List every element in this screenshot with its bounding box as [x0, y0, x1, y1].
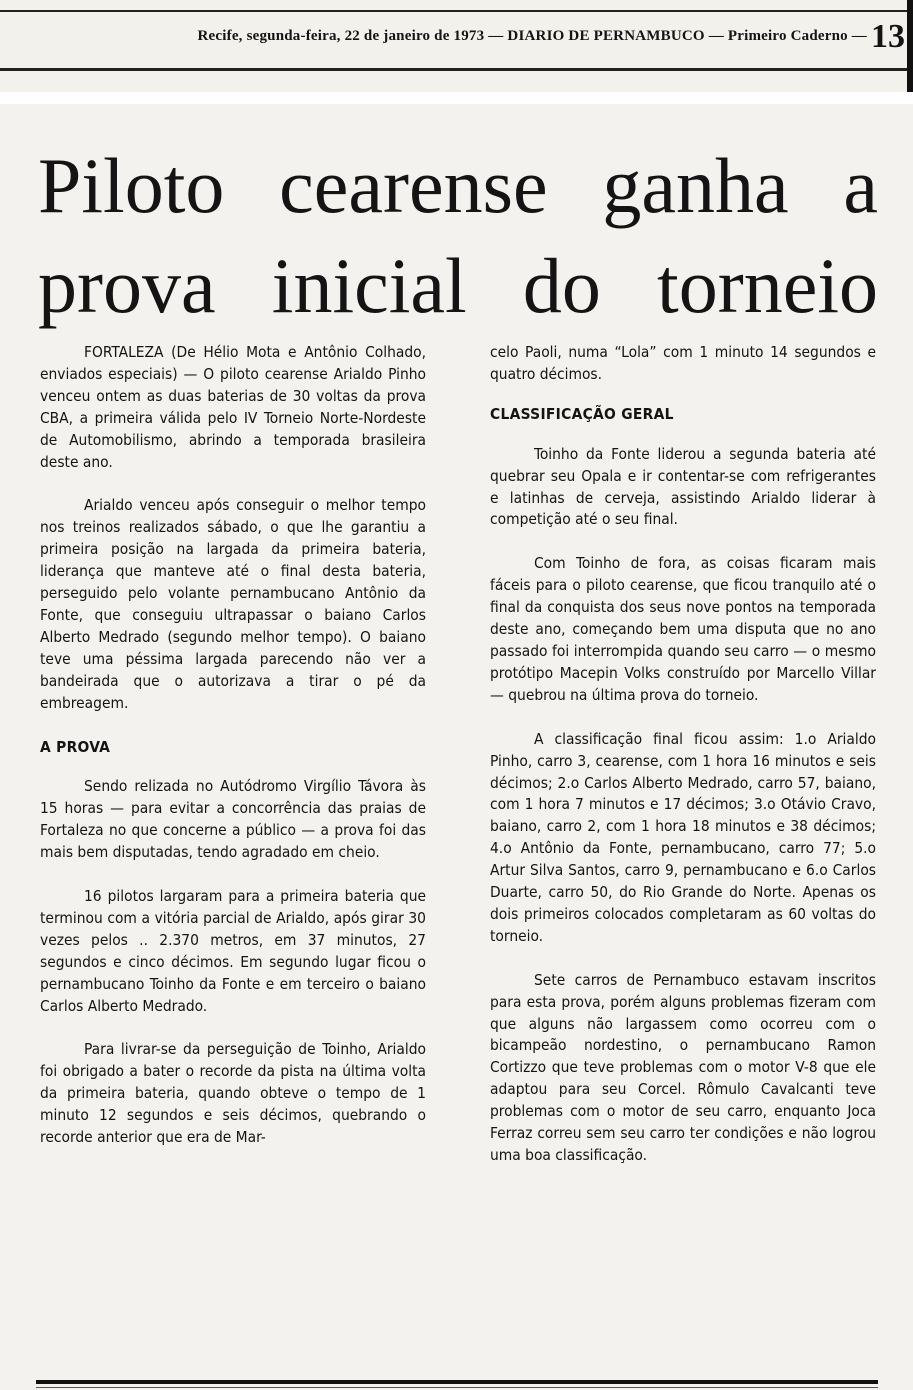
- bottom-rule-thin: [36, 1387, 878, 1388]
- paragraph: Sendo relizada no Autódromo Virgílio Távora às 15 horas — para evitar a concorrência das praias de Fortaleza no que concerne a público — a prova foi das mais bem disputadas, tendo agradado em cheio.: [40, 777, 426, 862]
- masthead-top-rule: [0, 10, 913, 12]
- paragraph: Toinho da Fonte liderou a segunda bateria até quebrar seu Opala e ir contentar-se com refrigerantes e latinhas de cerveja, assistindo Arialdo liderar à competição até o seu final.: [490, 444, 876, 529]
- page-gap: [0, 92, 913, 104]
- paragraph: Com Toinho de fora, as coisas ficaram mais fáceis para o piloto cearense, que ficou tranquilo até o final da conquista dos seus nove pontos na temporada deste ano, começando bem uma disputa que no ano passado foi interrompida quando seu carro — o mesmo protótipo Macepin Volks construído por Marcello Villar — quebrou na última prova do torneio.: [490, 554, 876, 704]
- section-heading-classificacao: CLASSIFICAÇÃO GERAL: [490, 404, 674, 423]
- paragraph: Para livrar-se da perseguição de Toinho, Arialdo foi obrigado a bater o recorde da pista na última volta da primeira bateria, quando obteve o tempo de 1 minuto 12 segundos e seis décimos, quebrando o recorde anterior que era de Mar-: [40, 1040, 426, 1147]
- paragraph: A classificação final ficou assim: 1.o Arialdo Pinho, carro 3, cearense, com 1 hora 16 minutos e seis décimos; 2.o Carlos Alberto Medrado, carro 57, baiano, com 1 hora 7 minutos e 17 décimos; 3.o Otávio Cravo, baiano, carro 2, com 1 hora 18 minutos e 38 décimos; 4.o Antônio da Fonte, pernambucano, carro 77; 5.o Artur Silva Santos, carro 9, pernambucano e 6.o Carlos Duarte, carro 50, do Rio Grande do Norte. Apenas os dois primeiros colocados completaram as 60 voltas do torneio.: [490, 729, 876, 945]
- paragraph: Arialdo venceu após conseguir o melhor tempo nos treinos realizados sábado, o que lhe garantiu a primeira posição na largada da primeira bateria, liderança que manteve até o final desta bateria, perseguido pelo volante pernambucano Antônio da Fonte, que conseguiu ultrapassar o baiano Carlos Alberto Medrado (segundo melhor tempo). O baiano teve uma péssima largada parecendo não ver a bandeirada que o autorizava a tirar o pé da embreagem.: [40, 496, 426, 712]
- page-number: 13: [871, 18, 905, 55]
- masthead: [0, 0, 913, 92]
- masthead-bottom-rule: [0, 68, 913, 71]
- left-column: [40, 342, 426, 1171]
- headline: [38, 136, 878, 336]
- headline-line-2: prova inicial do torneio: [38, 242, 878, 329]
- paragraph: Sete carros de Pernambuco estavam inscritos para esta prova, porém alguns problemas fizeram com que alguns não largassem como ocorreu com o bicampeão nordestino, o pernambucano Ramon Cortizzo que teve problemas com o motor V-8 que ele adaptou para seu Corcel. Rômulo Cavalcanti teve problemas com o motor de seu carro, enquanto Joca Ferraz correu sem seu carro ter condições e não logrou uma boa classificação.: [490, 970, 876, 1164]
- article: [0, 104, 913, 1390]
- scan-edge: [907, 0, 913, 92]
- paragraph: 16 pilotos largaram para a primeira bateria que terminou com a vitória parcial de Arialdo, após girar 30 vezes pelos .. 2.370 metros, em 37 minutos, 27 segundos e cinco décimos. Em segundo lugar ficou o pernambucano Toinho da Fonte e em terceiro o baiano Carlos Alberto Medrado.: [40, 887, 426, 1015]
- bottom-rule: [36, 1380, 878, 1384]
- masthead-dateline: Recife, segunda-feira, 22 de janeiro de 1973 — DIARIO DE PERNAMBUCO — Primeiro Caderno —: [197, 28, 867, 44]
- headline-line-1: Piloto cearense ganha a: [38, 142, 878, 229]
- section-heading-a-prova: A PROVA: [40, 737, 111, 756]
- paragraph-lead: FORTALEZA (De Hélio Mota e Antônio Colhado, enviados especiais) — O piloto cearense Arialdo Pinho venceu ontem as duas baterias de 30 voltas da prova CBA, a primeira válida pelo IV Torneio Norte-Nordeste de Automobilismo, abrindo a temporada brasileira deste ano.: [40, 343, 426, 471]
- paragraph-continued: celo Paoli, numa “Lola” com 1 minuto 14 segundos e quatro décimos.: [490, 343, 876, 383]
- right-column: [490, 342, 876, 1189]
